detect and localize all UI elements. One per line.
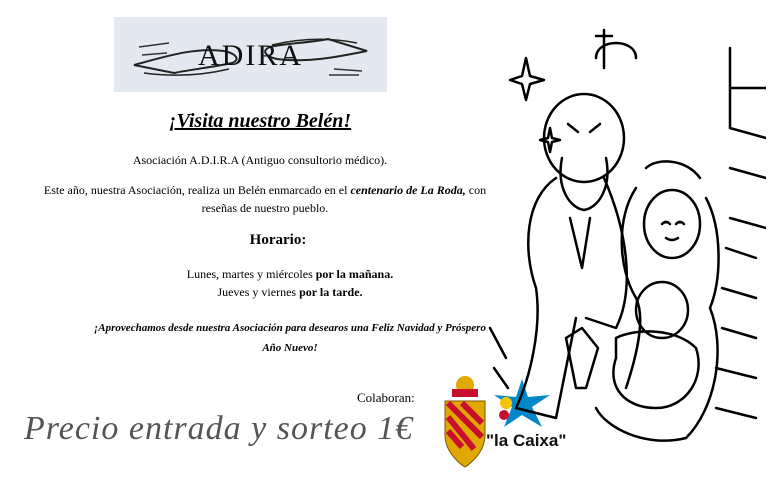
association-line: Asociación A.D.I.R.A (Antiguo consultorio médico).: [132, 153, 388, 167]
intro-emphasis: centenario de La Roda,: [350, 183, 466, 197]
intro-text-end: con reseñas de nuestro pueblo.: [201, 183, 487, 215]
intro-text: Este año, nuestra Asociación, realiza un Belén enmarcado en el: [43, 183, 351, 197]
schedule-heading: Horario:: [249, 232, 307, 248]
town-crest-icon: [442, 375, 488, 475]
page-title: ¡Visita nuestro Belén!: [168, 110, 352, 132]
nativity-illustration: [486, 28, 766, 458]
caixa-label: "la Caixa": [486, 431, 567, 450]
greeting-message: ¡Aprovechamos desde nuestra Asociación para desearos una Feliz Navidad y Próspero Año Nuevo!: [94, 322, 486, 354]
collaborators-label: Colaboran:: [357, 390, 415, 405]
adira-logo: [114, 17, 387, 92]
schedule-days-2: Jueves y viernes: [217, 285, 300, 299]
price-banner: Precio entrada y sorteo 1€: [24, 410, 414, 447]
logo-text: ADIRA: [198, 39, 303, 72]
schedule-time-2: por la tarde.: [299, 285, 363, 299]
schedule-days-1: Lunes, martes y miércoles: [186, 267, 316, 281]
intro-paragraph: [40, 181, 490, 217]
schedule-time-1: por la mañana.: [315, 267, 394, 281]
